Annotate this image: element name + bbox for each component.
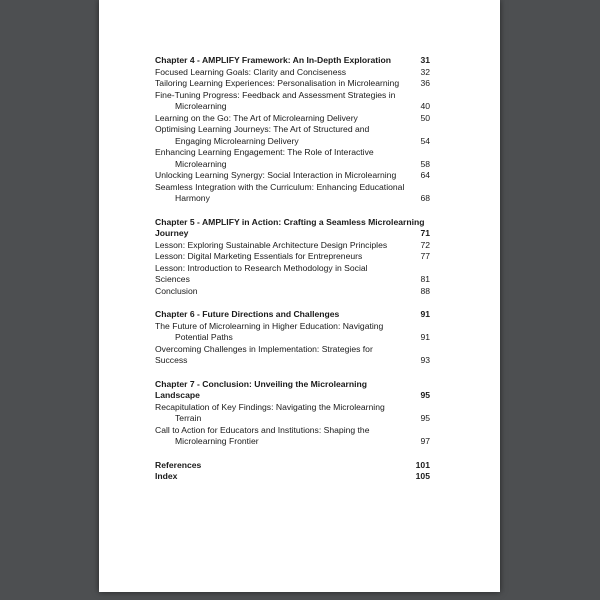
toc-entry[interactable] — [155, 90, 430, 113]
toc-entry-title: Overcoming Challenges in Implementation: Strategies for Success — [155, 343, 373, 365]
chapter-heading[interactable] — [155, 379, 430, 402]
page-number: 95 — [420, 413, 430, 423]
toc-entry-title: Tailoring Learning Experiences: Personalisation in Microlearning — [155, 78, 400, 88]
toc-entry[interactable] — [155, 67, 430, 79]
chapter-entries — [155, 240, 430, 298]
toc-entry[interactable] — [155, 321, 430, 344]
chapter-title-continued: Journey — [155, 228, 189, 238]
page-number: 91 — [420, 309, 430, 319]
toc-entry[interactable] — [155, 251, 430, 263]
page-number: 31 — [420, 55, 430, 65]
chapter-title: Chapter 4 - AMPLIFY Framework: An In-Depth Exploration — [155, 55, 392, 65]
references-entry[interactable] — [155, 460, 430, 472]
toc-entry-title-continued: Engaging Microlearning Delivery — [175, 135, 299, 146]
page-number: 50 — [420, 112, 430, 123]
page-number: 93 — [420, 355, 430, 365]
toc-entry-title: Lesson: Exploring Sustainable Architecture Design Principles — [155, 239, 388, 250]
toc-entry-title-continued: Microlearning — [175, 158, 227, 169]
chapter-title: Chapter 6 - Future Directions and Challenges — [155, 309, 340, 319]
toc-entry-title: Unlocking Learning Synergy: Social Interaction in Microlearning — [155, 170, 397, 180]
page-number: 97 — [420, 436, 430, 446]
toc-entry[interactable] — [155, 147, 430, 170]
toc-entry-title: Recapitulation of Key Findings: Navigating the Microlearning — [155, 401, 385, 412]
page-number: 64 — [420, 170, 430, 180]
chapter-entries — [155, 402, 430, 448]
chapter-heading[interactable] — [155, 309, 430, 321]
chapter-title: Chapter 5 - AMPLIFY in Action: Crafting a Seamless Microlearning — [155, 216, 425, 227]
toc-entry-title: Call to Action for Educators and Institutions: Shaping the — [155, 424, 370, 435]
toc-entry-title: Enhancing Learning Engagement: The Role of Interactive — [155, 147, 374, 157]
page-number: 101 — [415, 459, 430, 470]
toc-entry[interactable] — [155, 402, 430, 425]
toc-entry-title-continued: Potential Paths — [175, 332, 233, 342]
toc-entry-title: Fine-Tuning Progress: Feedback and Assessment Strategies in — [155, 89, 396, 100]
toc-entry[interactable] — [155, 240, 430, 252]
page-number: 36 — [420, 78, 430, 88]
toc-entry[interactable] — [155, 124, 430, 147]
toc-entry[interactable] — [155, 113, 430, 125]
toc-entry-title: Lesson: Introduction to Research Methodology in Social Sciences — [155, 262, 368, 284]
toc-entry-title: Learning on the Go: The Art of Microlearning Delivery — [155, 112, 358, 123]
page-number: 32 — [420, 66, 430, 77]
chapter-heading[interactable] — [155, 55, 430, 67]
page-number: 88 — [420, 285, 430, 296]
toc-entry-title: Optimising Learning Journeys: The Art of Structured and — [155, 124, 370, 134]
page-number: 68 — [420, 193, 430, 203]
chapter-entries — [155, 321, 430, 367]
page-number: 95 — [420, 390, 430, 400]
page-number: 58 — [420, 158, 430, 169]
toc-entry-title: Focused Learning Goals: Clarity and Conciseness — [155, 66, 347, 77]
toc-entry-title-continued: Microlearning Frontier — [175, 436, 259, 446]
toc-entry[interactable] — [155, 425, 430, 448]
chapter-heading[interactable] — [155, 217, 430, 240]
page-number: 81 — [420, 274, 430, 284]
toc-entry[interactable] — [155, 286, 430, 298]
toc-entry[interactable] — [155, 182, 430, 205]
document-page — [99, 0, 500, 592]
page-number: 71 — [420, 228, 430, 238]
toc-entry[interactable] — [155, 344, 430, 367]
page-number: 105 — [415, 471, 430, 481]
index-title: Index — [155, 471, 178, 481]
page-number: 40 — [420, 101, 430, 111]
toc-entry-title-continued: Terrain — [175, 413, 202, 423]
references-title: References — [155, 459, 202, 470]
toc-entry-title: Conclusion — [155, 285, 198, 296]
toc-entry-title: The Future of Microlearning in Higher Education: Navigating — [155, 320, 384, 331]
page-number: 77 — [420, 251, 430, 261]
toc-entry-title: Lesson: Digital Marketing Essentials for Entrepreneurs — [155, 251, 363, 261]
index-entry[interactable] — [155, 471, 430, 483]
page-number: 72 — [420, 239, 430, 250]
toc-entry-title-continued: Harmony — [175, 193, 210, 203]
table-of-contents — [155, 55, 430, 483]
toc-entry-title-continued: Microlearning — [175, 101, 227, 111]
toc-entry[interactable] — [155, 78, 430, 90]
page-number: 54 — [420, 135, 430, 146]
chapter-title: Chapter 7 - Conclusion: Unveiling the Microlearning Landscape — [155, 378, 367, 400]
toc-entry[interactable] — [155, 263, 430, 286]
toc-entry[interactable] — [155, 170, 430, 182]
toc-entry-title: Seamless Integration with the Curriculum: Enhancing Educational — [155, 181, 405, 192]
page-number: 91 — [420, 332, 430, 342]
chapter-entries — [155, 67, 430, 205]
